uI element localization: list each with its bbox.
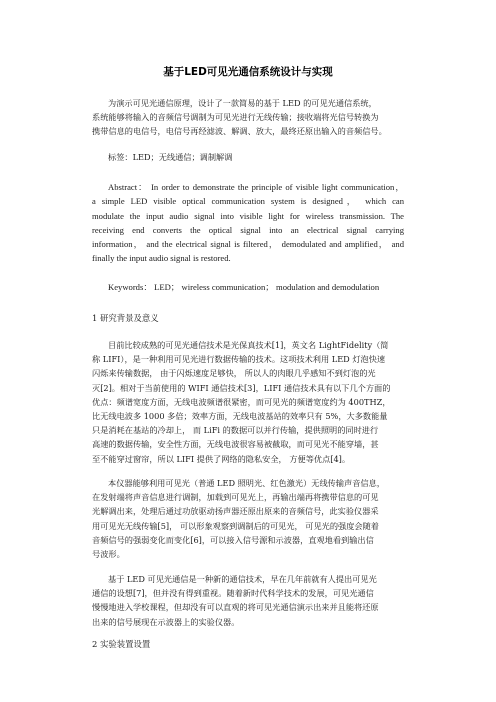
abstract-en-line: receiving end converts the optical signal into an electrical signal carrying [92, 224, 404, 235]
body-line: 高速的数据传输，安全性方面，无线电波很容易被截取，而可见光不能穿墙，甚 [92, 439, 379, 450]
abstract-cn [92, 96, 404, 139]
body-line: 本仪器能够利用可见光（普通 LED 照明光、红色激光）无线传输声音信息， [108, 478, 385, 488]
keywords-en [92, 280, 404, 294]
keywords-cn [92, 150, 404, 164]
section-1-paragraph-2 [92, 476, 404, 561]
paper-title: 基于LED可见光通信系统设计与实现 [163, 66, 333, 78]
abstract-en [92, 180, 404, 266]
abstract-en-line: a simple LED visible optical communication system is designed， which can [92, 196, 404, 207]
body-line: 目前比较成熟的可见光通信技术是光保真技术[1]，英文名 LightFidelity（简 [108, 340, 389, 350]
abstract-cn-line: 为演示可见光通信原理，设计了一款简易的基于 LED 的可见光通信系统， [108, 98, 377, 108]
section-1-heading: 1 研究背景及意义 [92, 313, 159, 323]
body-line: 闪烁来传输数据， 由于闪烁速度足够快， 所以人的肉眼几乎感知不到灯泡的光 [92, 368, 376, 379]
keywords-cn-text: 标签：LED；无线通信；调制解调 [108, 152, 233, 162]
body-line: 基于 LED 可见光通信是一种新的通信技术，早在几年前就有人提出可见光 [108, 574, 377, 584]
abstract-en-line: modulate the input audio signal into visible light for wireless transmission. The [92, 210, 404, 221]
body-line: 通信的设想[7]，但并没有得到重视。随着新时代科学技术的发展，可见光通信 [92, 588, 374, 599]
abstract-en-line: information， and the electrical signal is filtered， demodulated and amplified， and [92, 239, 404, 250]
abstract-en-line: Abstract： In order to demonstrate the principle of visible light communication， [108, 182, 404, 192]
body-line: 慢慢地进入学校课程，但却没有可以直观的将可见光通信演示出来并且能将还原 [92, 602, 379, 613]
abstract-cn-line: 携带信息的电信号，电信号再经滤波、解调、放大，最终还原出输入的音频信号。 [92, 126, 387, 137]
body-line: 只是消耗在基站的冷却上， 而 LiFi 的数据可以并行传输，提供照明的同时进行 [92, 425, 379, 436]
body-line: 光解调出来，处理后通过功放驱动扬声器还原出原来的音频信号，此实验仪器采 [92, 506, 379, 517]
body-line: 至不能穿过窗帘，所以 LIFI 提供了网络的隐私安全， 方便等优点[4]。 [92, 453, 351, 464]
body-line: 优点：频谱宽度方面，无线电波频谱很紧密，而可见光的频谱宽度约为 400THZ， [92, 396, 391, 407]
abstract-cn-line: 系统能够将输入的音频信号调制为可见光进行无线传输；接收端将光信号转换为 [92, 112, 379, 123]
section-2-heading: 2 实验装置设置 [92, 639, 151, 649]
body-line: 音频信号的强弱变化而变化[6]，可以接入信号源和示波器，直观地看到输出信 [92, 534, 374, 545]
body-line: 比无线电波多 1000 多倍；效率方面，无线电波基站的效率只有 5%，大多数能量 [92, 411, 388, 422]
body-line: 在发射端将声音信息进行调制，加载到可见光上，再输出端再将携带信息的可见 [92, 492, 379, 503]
keywords-en-text: Keywords： LED； wireless communication； modulation and demodulation [108, 282, 380, 292]
body-line: 出来的信号展现在示波器上的实验仪器。 [92, 616, 240, 627]
abstract-en-line: finally the input audio signal is restored. [92, 253, 231, 264]
body-line: 用可见光无线传输[5]， 可以形象观察到调制后的可见光， 可见光的强度会随着 [92, 520, 379, 531]
section-1-paragraph-1 [92, 338, 404, 466]
body-line: 称 LIFI），是一种利用可见光进行数据传输的技术。这项技术利用 LED 灯泡快速 [92, 354, 386, 365]
body-line: 灭[2]。相对于当前使用的 WIFI 通信技术[3]，LIFI 通信技术具有以下几个方面的 [92, 382, 391, 393]
section-1-paragraph-3 [92, 572, 404, 629]
body-line: 号波形。 [92, 549, 125, 560]
